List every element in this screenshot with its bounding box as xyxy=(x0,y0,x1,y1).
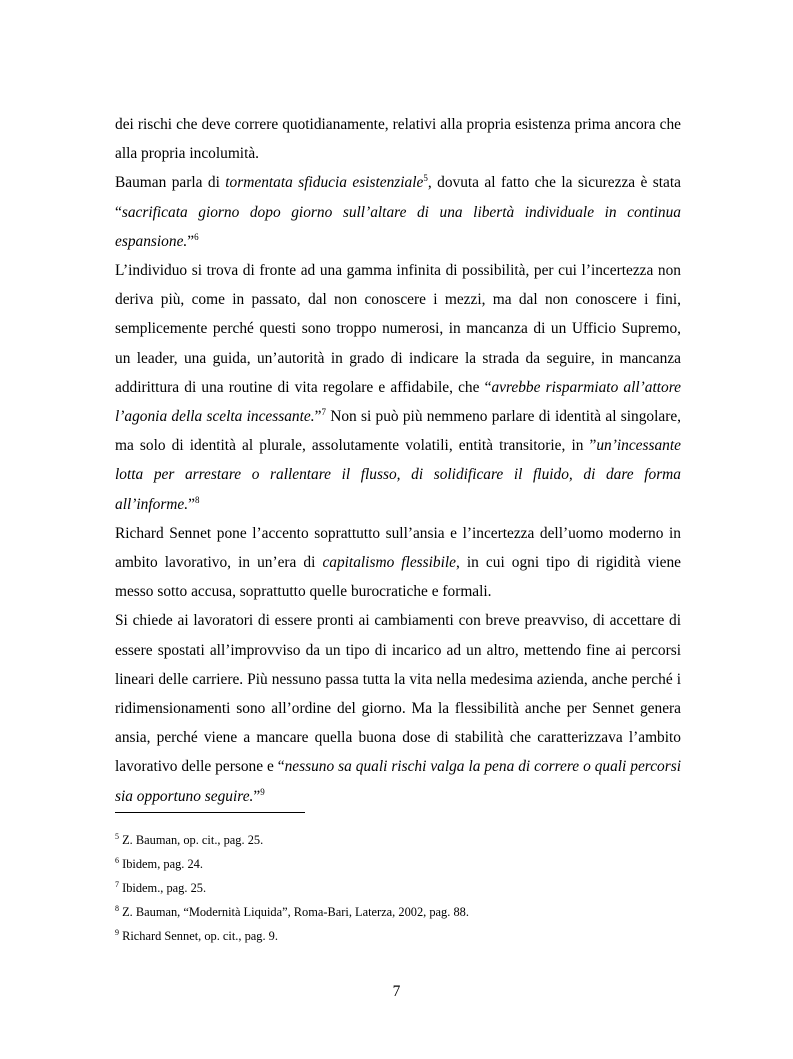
paragraph xyxy=(115,110,681,168)
footnote-number: 9 xyxy=(115,928,119,938)
paragraph-text: ” xyxy=(187,232,195,250)
footnote-ref: 9 xyxy=(260,786,265,797)
paragraph-text: dei rischi che deve correre quotidianamente, relativi alla propria esistenza prima ancora che alla propria incolumità. xyxy=(115,116,681,163)
footnotes xyxy=(115,828,681,948)
footnote xyxy=(115,900,681,924)
footnote xyxy=(115,876,681,900)
paragraph-text: , in cui ogni tipo di rigidità viene messo sotto accusa, soprattutto quelle burocratiche e formali. xyxy=(115,554,681,601)
paragraph-text: Non si può più nemmeno parlare di identità al singolare, ma solo di identità al plurale, assolutamente volatili, entità transitorie, in ” xyxy=(115,408,682,455)
footnote-number: 8 xyxy=(115,904,119,914)
italic-text: un’incessante lotta per arrestare o rallentare il flusso, di solidificare il fluido, di dare forma all’informe. xyxy=(115,437,681,513)
italic-text: tormentata sfiducia esistenziale xyxy=(225,174,424,192)
footnote xyxy=(115,852,681,876)
paragraph xyxy=(115,519,681,607)
page-number: 7 xyxy=(392,983,401,1000)
footnote-ref: 5 xyxy=(423,173,428,184)
paragraph xyxy=(115,256,681,519)
paragraph xyxy=(115,168,681,256)
footnote-number: 5 xyxy=(115,832,119,841)
footnote-number: 7 xyxy=(115,880,119,890)
footnote-text: Z. Bauman, op. cit., pag. 25. xyxy=(119,833,264,847)
footnote-ref: 8 xyxy=(194,494,200,505)
footnote-text: Richard Sennet, op. cit., pag. 9. xyxy=(119,929,278,944)
paragraph-text: ” xyxy=(188,495,195,513)
body-text xyxy=(115,110,681,811)
paragraph-text: ” xyxy=(253,787,261,805)
footnote-separator xyxy=(115,812,305,813)
paragraph-text: L’individuo si trova di fronte ad una gamma infinita di possibilità, per cui l’incertezza non deriva più, come in passato, dal non conoscere i mezzi, ma dal non conoscere i fini, semplicemente perché questi sono troppo numerosi, in mancanza di un Ufficio Supremo, un leader, una guida, un’autorità in grado di indicare la strada da seguire, in mancanza addirittura di una routine di vita regolare e affidabile, che “ xyxy=(115,262,681,396)
paragraph-text: Si chiede ai lavoratori di essere pronti ai cambiamenti con breve preavviso, di accettare di essere spostati all’improvviso da un tipo di incarico ad un altro, mettendo fine ai percorsi lineari delle carriere. Più nessuno passa tutta la vita nella medesima azienda, anche perché i ridimensionamenti sono all’ordine del giorno. Ma la flessibilità anche per Sennet genera ansia, perché viene a mancare quella buona dose di stabilità che caratterizzava l’ambito lavorativo delle persone e “ xyxy=(115,612,681,776)
paragraph xyxy=(115,606,681,810)
footnote-number: 6 xyxy=(115,856,119,866)
footnote xyxy=(115,924,681,948)
italic-text: capitalismo flessibile xyxy=(322,554,457,572)
paragraph-text: , dovuta al fatto che la sicurezza è stata “ xyxy=(115,174,681,221)
paragraph-text: Richard Sennet pone l’accento soprattutto sull’ansia e l’incertezza dell’uomo moderno in ambito lavorativo, in un’era di xyxy=(115,524,681,572)
footnote-text: Ibidem., pag. 25. xyxy=(119,881,207,896)
footnote-ref: 6 xyxy=(194,231,199,242)
italic-text: sacrificata giorno dopo giorno sull’altare di una libertà individuale in continua espansione. xyxy=(115,203,681,250)
paragraph-text: Bauman parla di xyxy=(115,174,226,192)
footnote-ref: 7 xyxy=(321,407,326,418)
footnote xyxy=(115,828,681,852)
italic-text: avrebbe risparmiato all’attore l’agonia della scelta incessante. xyxy=(115,378,681,426)
footnote-text: Ibidem, pag. 24. xyxy=(119,857,203,872)
paragraph-text: ” xyxy=(314,408,322,426)
italic-text: nessuno sa quali rischi valga la pena di correre o quali percorsi sia opportuno seguire. xyxy=(115,758,682,805)
footnote-text: Z. Bauman, “Modernità Liquida”, Roma-Bari, Laterza, 2002, pag. 88. xyxy=(119,905,469,920)
